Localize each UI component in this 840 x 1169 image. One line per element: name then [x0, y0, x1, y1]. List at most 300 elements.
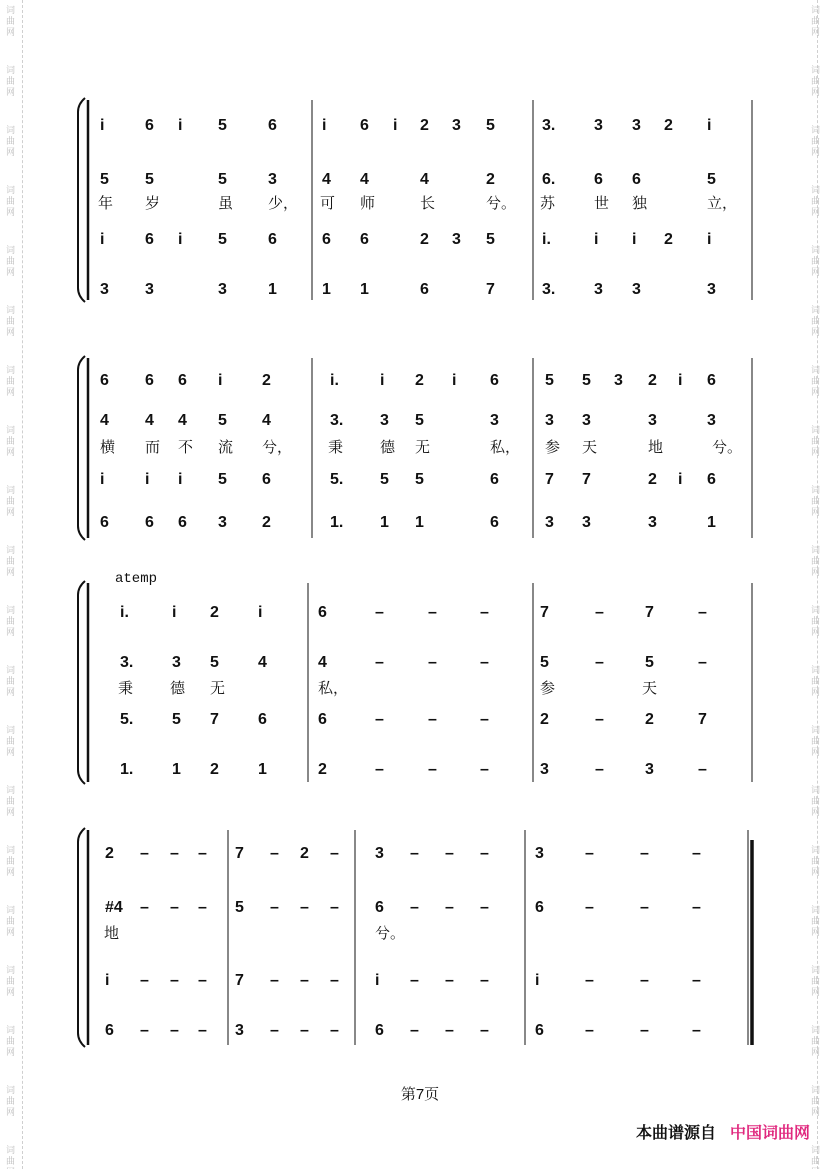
- right-watermark-char: 网: [811, 328, 821, 338]
- right-watermark-char: 网: [811, 748, 821, 758]
- lyric-syllable: 立，: [707, 194, 738, 212]
- note: –: [300, 1022, 309, 1039]
- note: 6: [268, 117, 277, 134]
- left-watermark-char: 曲: [6, 1037, 16, 1047]
- note: i: [535, 972, 540, 989]
- note: i: [178, 471, 183, 488]
- note: –: [330, 972, 339, 989]
- note: 3: [490, 412, 499, 429]
- note: 3: [707, 281, 716, 298]
- note: –: [585, 972, 594, 989]
- note: 1.: [330, 514, 344, 531]
- right-watermark-char: 曲: [811, 377, 821, 387]
- note: 3: [535, 845, 544, 862]
- note: –: [270, 1022, 279, 1039]
- note: 5: [486, 231, 495, 248]
- left-watermark-char: 网: [6, 448, 16, 458]
- note: –: [270, 972, 279, 989]
- right-watermark-char: 网: [811, 808, 821, 818]
- lyric-syllable: 独: [632, 194, 648, 212]
- note: 3: [545, 412, 554, 429]
- note: 5: [172, 711, 181, 728]
- note: 5: [218, 117, 227, 134]
- lyric-syllable: 私，: [490, 438, 521, 456]
- note: 6: [594, 171, 603, 188]
- note: –: [198, 1022, 207, 1039]
- note: –: [410, 899, 419, 916]
- note: –: [375, 654, 384, 671]
- note: 6: [145, 372, 154, 389]
- right-watermark-char: 曲: [811, 437, 821, 447]
- page-number: 第7页: [400, 1086, 440, 1103]
- note: –: [585, 845, 594, 862]
- right-watermark-char: 网: [811, 1048, 821, 1058]
- note: 5: [218, 412, 227, 429]
- note: 3: [218, 514, 227, 531]
- note: –: [170, 845, 179, 862]
- note: –: [270, 899, 279, 916]
- right-watermark-char: 曲: [811, 1157, 821, 1167]
- right-watermark-char: 网: [811, 448, 821, 458]
- note: i: [393, 117, 398, 134]
- left-watermark-char: 词: [6, 66, 16, 76]
- lyric-syllable: 而: [145, 438, 161, 456]
- system-bracket: [78, 581, 85, 784]
- note: 2: [415, 372, 424, 389]
- note: –: [480, 972, 489, 989]
- note: i.: [542, 231, 551, 248]
- note: –: [140, 972, 149, 989]
- lyric-syllable: 不: [178, 438, 194, 456]
- note: i: [452, 372, 457, 389]
- note: 5: [415, 471, 424, 488]
- right-watermark-char: 曲: [811, 737, 821, 747]
- note: 6: [360, 117, 369, 134]
- note: –: [140, 899, 149, 916]
- note: 6: [322, 231, 331, 248]
- note: 4: [322, 171, 331, 188]
- lyric-syllable: 地: [648, 438, 664, 456]
- right-watermark-char: 曲: [811, 557, 821, 567]
- note: –: [300, 899, 309, 916]
- left-watermark-char: 词: [6, 546, 16, 556]
- left-watermark-char: 网: [6, 988, 16, 998]
- note: –: [375, 604, 384, 621]
- note: i.: [330, 372, 339, 389]
- note: –: [692, 1022, 701, 1039]
- note: 2: [648, 471, 657, 488]
- note: –: [692, 899, 701, 916]
- note: i: [258, 604, 263, 621]
- left-watermark-char: 网: [6, 388, 16, 398]
- note: 3: [452, 231, 461, 248]
- note: 2: [210, 604, 219, 621]
- note: 3: [100, 281, 109, 298]
- note: –: [428, 654, 437, 671]
- note: 5: [582, 372, 591, 389]
- note: –: [270, 845, 279, 862]
- note: –: [640, 845, 649, 862]
- note: 7: [235, 845, 244, 862]
- right-watermark-char: 曲: [811, 617, 821, 627]
- note: 6: [535, 1022, 544, 1039]
- left-watermark-char: 词: [6, 606, 16, 616]
- note: 5: [218, 231, 227, 248]
- right-watermark-char: 词: [811, 1026, 821, 1036]
- note: 2: [105, 845, 114, 862]
- note: 6: [262, 471, 271, 488]
- note: i: [145, 471, 150, 488]
- right-watermark-char: 网: [811, 388, 821, 398]
- source-label: 本曲谱源自: [635, 1123, 716, 1142]
- note: 5: [100, 171, 109, 188]
- note: 2: [420, 117, 429, 134]
- left-watermark-char: 词: [6, 1086, 16, 1096]
- note: 6: [707, 471, 716, 488]
- note: –: [585, 899, 594, 916]
- right-watermark-char: 词: [811, 846, 821, 856]
- note: i: [380, 372, 385, 389]
- note: 6: [145, 231, 154, 248]
- note: 6: [632, 171, 641, 188]
- left-watermark-char: 网: [6, 928, 16, 938]
- note: 5: [545, 372, 554, 389]
- right-watermark-char: 词: [811, 366, 821, 376]
- right-watermark-char: 网: [811, 88, 821, 98]
- note: 1.: [120, 761, 134, 778]
- note: 7: [545, 471, 554, 488]
- note: –: [330, 899, 339, 916]
- note: 2: [664, 231, 673, 248]
- note: 3.: [120, 654, 134, 671]
- lyric-syllable: 年: [98, 194, 114, 212]
- lyric-syllable: 兮，: [262, 438, 293, 456]
- right-watermark-char: 网: [811, 628, 821, 638]
- left-watermark-char: 词: [6, 306, 16, 316]
- note: –: [692, 845, 701, 862]
- right-watermark-char: 曲: [811, 77, 821, 87]
- note: –: [595, 761, 604, 778]
- right-watermark-char: 网: [811, 1108, 821, 1118]
- note: –: [585, 1022, 594, 1039]
- left-watermark-char: 曲: [6, 437, 16, 447]
- right-watermark-char: 曲: [811, 137, 821, 147]
- note: i: [707, 231, 712, 248]
- lyric-syllable: 私，: [318, 679, 349, 697]
- note: 6: [420, 281, 429, 298]
- note: 2: [318, 761, 327, 778]
- note: –: [698, 654, 707, 671]
- left-watermark-char: 词: [6, 846, 16, 856]
- note: –: [375, 761, 384, 778]
- left-watermark-char: 曲: [6, 617, 16, 627]
- note: 6: [318, 604, 327, 621]
- left-watermark-char: 词: [6, 246, 16, 256]
- note: 3: [582, 514, 591, 531]
- note: 4: [262, 412, 271, 429]
- note: 4: [360, 171, 369, 188]
- left-watermark-char: 曲: [6, 197, 16, 207]
- note: 3: [452, 117, 461, 134]
- right-watermark-char: 网: [811, 208, 821, 218]
- note: #4: [105, 899, 123, 916]
- lyric-syllable: 流: [218, 438, 234, 456]
- note: –: [640, 899, 649, 916]
- note: 1: [172, 761, 181, 778]
- note: i: [375, 972, 380, 989]
- note: –: [410, 1022, 419, 1039]
- note: 5: [645, 654, 654, 671]
- lyric-syllable: 兮。: [712, 438, 743, 456]
- right-watermark-char: 网: [811, 268, 821, 278]
- note: 3: [145, 281, 154, 298]
- note: i: [322, 117, 327, 134]
- right-watermark-char: 词: [811, 186, 821, 196]
- note: 3: [632, 281, 641, 298]
- left-watermark-char: 网: [6, 328, 16, 338]
- lyric-syllable: 秉: [118, 679, 134, 697]
- right-watermark-char: 词: [811, 246, 821, 256]
- note: 7: [540, 604, 549, 621]
- note: 6: [360, 231, 369, 248]
- right-watermark-char: 词: [811, 6, 821, 16]
- note: 2: [420, 231, 429, 248]
- left-watermark-char: 词: [6, 486, 16, 496]
- right-watermark-char: 曲: [811, 257, 821, 267]
- left-watermark-char: 词: [6, 726, 16, 736]
- lyric-syllable: 可: [320, 194, 336, 212]
- note: 3: [268, 171, 277, 188]
- note: –: [330, 1022, 339, 1039]
- note: i: [172, 604, 177, 621]
- left-watermark-char: 网: [6, 148, 16, 158]
- note: i: [178, 117, 183, 134]
- right-watermark-char: 网: [811, 28, 821, 38]
- right-watermark-char: 词: [811, 1146, 821, 1156]
- left-watermark-char: 曲: [6, 977, 16, 987]
- note: –: [198, 899, 207, 916]
- left-watermark-char: 曲: [6, 917, 16, 927]
- lyric-syllable: 虽: [218, 194, 234, 212]
- note: 4: [145, 412, 154, 429]
- lyric-syllable: 兮。: [486, 194, 517, 212]
- left-watermark-char: 网: [6, 568, 16, 578]
- left-watermark-char: 词: [6, 186, 16, 196]
- right-watermark-char: 词: [811, 126, 821, 136]
- note: 1: [380, 514, 389, 531]
- left-watermark-char: 曲: [6, 677, 16, 687]
- note: 3: [545, 514, 554, 531]
- lyric-syllable: 师: [360, 194, 376, 212]
- note: 1: [268, 281, 277, 298]
- right-watermark-char: 网: [811, 568, 821, 578]
- left-watermark-char: 曲: [6, 497, 16, 507]
- note: 2: [648, 372, 657, 389]
- note: i: [178, 231, 183, 248]
- note: i: [218, 372, 223, 389]
- lyric-syllable: 岁: [145, 194, 161, 212]
- note: –: [198, 845, 207, 862]
- left-watermark-char: 网: [6, 868, 16, 878]
- note: 1: [415, 514, 424, 531]
- note: 6: [490, 514, 499, 531]
- right-watermark-char: 网: [811, 988, 821, 998]
- note: 4: [318, 654, 327, 671]
- note: i.: [120, 604, 129, 621]
- right-watermark-char: 网: [811, 508, 821, 518]
- left-watermark-char: 词: [6, 1026, 16, 1036]
- note: 6: [535, 899, 544, 916]
- note: i: [678, 471, 683, 488]
- left-watermark-char: 曲: [6, 317, 16, 327]
- note: –: [480, 761, 489, 778]
- left-watermark-char: 曲: [6, 737, 16, 747]
- right-watermark-char: 曲: [811, 677, 821, 687]
- lyric-syllable: 天: [582, 438, 598, 456]
- note: i: [632, 231, 637, 248]
- left-watermark-char: 曲: [6, 137, 16, 147]
- lyric-syllable: 兮。: [375, 924, 406, 942]
- note: 7: [698, 711, 707, 728]
- right-watermark-char: 曲: [811, 977, 821, 987]
- note: –: [140, 1022, 149, 1039]
- right-watermark-char: 网: [811, 688, 821, 698]
- note: 6: [178, 372, 187, 389]
- note: 6: [490, 372, 499, 389]
- note: 3.: [542, 281, 556, 298]
- note: 5: [145, 171, 154, 188]
- right-watermark-char: 词: [811, 666, 821, 676]
- note: 6: [707, 372, 716, 389]
- left-watermark-char: 网: [6, 628, 16, 638]
- note: –: [480, 604, 489, 621]
- note: 2: [262, 514, 271, 531]
- left-watermark-char: 曲: [6, 17, 16, 27]
- note: 2: [664, 117, 673, 134]
- lyric-syllable: 地: [104, 924, 120, 942]
- system-bracket: [78, 356, 85, 540]
- note: 6: [318, 711, 327, 728]
- note: i: [105, 972, 110, 989]
- left-watermark-char: 曲: [6, 557, 16, 567]
- note: 3: [632, 117, 641, 134]
- note: 3: [614, 372, 623, 389]
- note: 6: [100, 514, 109, 531]
- note: 2: [300, 845, 309, 862]
- left-watermark-char: 词: [6, 906, 16, 916]
- right-watermark-char: 曲: [811, 1097, 821, 1107]
- note: 6: [375, 1022, 384, 1039]
- right-watermark-char: 词: [811, 726, 821, 736]
- lyric-syllable: 德: [170, 679, 186, 697]
- note: 6: [145, 514, 154, 531]
- lyric-syllable: 苏: [540, 194, 556, 212]
- left-watermark-char: 曲: [6, 1097, 16, 1107]
- note: 5: [218, 171, 227, 188]
- note: –: [410, 845, 419, 862]
- right-watermark-char: 曲: [811, 17, 821, 27]
- note: 6: [258, 711, 267, 728]
- source-credit: [636, 1120, 810, 1143]
- left-watermark-char: 网: [6, 508, 16, 518]
- lyric-syllable: 参: [540, 679, 556, 697]
- note: 3: [707, 412, 716, 429]
- right-watermark-char: 曲: [811, 857, 821, 867]
- note: i: [100, 231, 105, 248]
- lyric-syllable: 世: [594, 194, 610, 212]
- right-watermark-char: 词: [811, 546, 821, 556]
- note: –: [595, 604, 604, 621]
- note: 3.: [330, 412, 344, 429]
- note: 5: [707, 171, 716, 188]
- note: 7: [235, 972, 244, 989]
- note: 6: [105, 1022, 114, 1039]
- lyric-syllable: 无: [210, 679, 226, 697]
- note: i: [594, 231, 599, 248]
- note: –: [640, 972, 649, 989]
- right-watermark-char: 曲: [811, 317, 821, 327]
- note: –: [428, 604, 437, 621]
- left-watermark-char: 曲: [6, 857, 16, 867]
- right-watermark-char: 曲: [811, 1037, 821, 1047]
- left-watermark-char: 网: [6, 268, 16, 278]
- note: 5.: [120, 711, 134, 728]
- left-watermark-char: 词: [6, 1146, 16, 1156]
- note: 5: [380, 471, 389, 488]
- right-watermark-char: 词: [811, 1086, 821, 1096]
- note: –: [445, 972, 454, 989]
- note: 6: [490, 471, 499, 488]
- note: i: [678, 372, 683, 389]
- lyric-syllable: 德: [380, 438, 396, 456]
- note: 5: [486, 117, 495, 134]
- note: 4: [178, 412, 187, 429]
- left-watermark-char: 曲: [6, 77, 16, 87]
- note: –: [170, 1022, 179, 1039]
- right-watermark-char: 曲: [811, 497, 821, 507]
- note: –: [640, 1022, 649, 1039]
- note: 2: [645, 711, 654, 728]
- note: 6: [145, 117, 154, 134]
- note: 3.: [542, 117, 556, 134]
- note: 2: [486, 171, 495, 188]
- note: –: [300, 972, 309, 989]
- note: i: [100, 117, 105, 134]
- note: 2: [540, 711, 549, 728]
- note: 3: [594, 281, 603, 298]
- note: i: [100, 471, 105, 488]
- note: 3: [648, 412, 657, 429]
- note: 6: [375, 899, 384, 916]
- note: –: [480, 1022, 489, 1039]
- note: 6.: [542, 171, 556, 188]
- note: –: [480, 654, 489, 671]
- right-watermark-char: 词: [811, 786, 821, 796]
- note: –: [698, 761, 707, 778]
- note: 2: [262, 372, 271, 389]
- note: –: [692, 972, 701, 989]
- note: 5: [210, 654, 219, 671]
- right-watermark-char: 曲: [811, 797, 821, 807]
- note: –: [480, 845, 489, 862]
- note: 7: [645, 604, 654, 621]
- right-watermark-char: 网: [811, 868, 821, 878]
- right-watermark-char: 词: [811, 606, 821, 616]
- left-watermark-char: 曲: [6, 797, 16, 807]
- note: 1: [258, 761, 267, 778]
- note: –: [595, 654, 604, 671]
- left-watermark-char: 词: [6, 966, 16, 976]
